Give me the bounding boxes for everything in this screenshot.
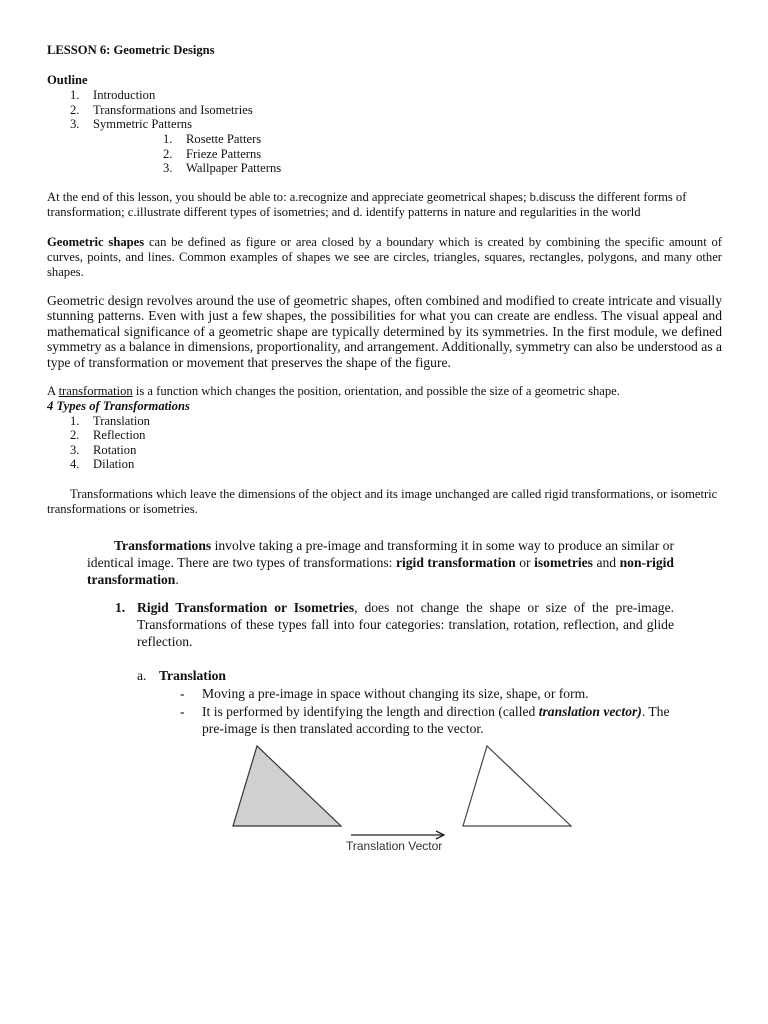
outline-num: 3. [70, 117, 80, 131]
non-rigid-term: non-rigid transformation [87, 555, 674, 587]
geometric-shapes-text: can be defined as figure or area closed by a boundary which is created by combining the specific amount of curves, points, and lines. Common examples of shapes we see are circles, triangles, squares, rectangles, polygons, and many other shapes. [47, 235, 723, 279]
outline-subnum: 2. [163, 147, 173, 161]
geometric-shapes-term: Geometric shapes [47, 235, 145, 249]
outline-subnum: 3. [163, 161, 173, 175]
outline-subitem: Rosette Patters [186, 132, 262, 146]
transformation-post: is a function which changes the position, orientation, and possible the size of a geometric shape. [132, 384, 620, 398]
translation-bullet-2 [202, 703, 682, 737]
objectives-paragraph: At the end of this lesson, you should be able to: a.recognize and appreciate geometrical shapes; b.discuss the different forms of transformation; c.illustrate different types of isometries; and d. identify patterns in nature and regularities in the world [47, 190, 687, 219]
outline-item: Introduction [93, 88, 156, 102]
translation-vector-label: Translation Vector [346, 839, 443, 853]
rigid-item-term: Rigid Transformation or Isometries [137, 600, 355, 615]
translation-vector-term: translation vector) [538, 704, 642, 719]
types-num: 4. [70, 457, 80, 471]
rigid-item-paragraph [137, 599, 674, 650]
isometries-term: isometries [534, 555, 593, 570]
types-num: 1. [70, 414, 80, 428]
bullet2-post: . The pre-image is then translated according to the vector. [202, 704, 670, 736]
bullet-dash: - [180, 704, 185, 719]
outline-num: 2. [70, 103, 80, 117]
types-item: Rotation [93, 443, 137, 457]
image-triangle [463, 746, 571, 826]
box-intro-text: involve taking a pre-image and transforming it in some way to produce an similar or identical image. There are two types of transformations: [87, 538, 674, 570]
outline-item: Symmetric Patterns [93, 117, 192, 131]
transformation-definition [47, 384, 722, 399]
outline-subnum: 1. [163, 132, 173, 146]
outline-heading: Outline [47, 73, 88, 87]
and-text: and [592, 555, 620, 570]
types-num: 2. [70, 428, 80, 442]
outline-subitem: Wallpaper Patterns [186, 161, 282, 175]
transformation-pre: A [47, 384, 59, 398]
bullet2-pre: It is performed by identifying the length and direction (called [202, 704, 539, 719]
period-text: . [175, 572, 179, 587]
types-item: Translation [93, 414, 150, 428]
or-text: or [515, 555, 535, 570]
pre-image-triangle [233, 746, 341, 826]
translation-bullet-1: Moving a pre-image in space without changing its size, shape, or form. [202, 686, 589, 701]
geometric-design-paragraph: Geometric design revolves around the use of geometric shapes, often combined and modified to create intricate and visually stunning patterns. Even with just a few shapes, the possibilities for what you can create are endless. The visual appeal and mathematical significance of a geometric shape are typically determined by its symmetries. In the first module, we defined symmetry as a balance in dimensions, proportionality, and arrangement. Additionally, symmetry can also be understood as a type of transformation or movement that preserves the shape of the figure. [47, 293, 722, 370]
types-heading: 4 Types of Transformations [47, 399, 190, 413]
rigid-item-number: 1. [115, 600, 126, 615]
rigid-note-paragraph: Transformations which leave the dimensions of the object and its image unchanged are called rigid transformations, or isometric transformations or isometries. [47, 487, 718, 516]
sub-a-title: Translation [159, 668, 226, 683]
rigid-item-text: , does not change the shape or size of the pre-image. Transformations of these types fall into four categories: translation, rotation, reflection, and glide reflection. [137, 600, 674, 649]
bullet-dash: - [180, 686, 185, 701]
outline-subitem: Frieze Patterns [186, 147, 262, 161]
box-intro-paragraph [87, 537, 674, 588]
geometric-shapes-paragraph [47, 235, 722, 280]
outline-item: Transformations and Isometries [93, 103, 253, 117]
rigid-transformation-term: rigid transformation [395, 555, 516, 570]
types-item: Dilation [93, 457, 135, 471]
outline-num: 1. [70, 88, 80, 102]
sub-a-letter: a. [137, 668, 147, 683]
box-intro-term: Transformations [114, 538, 212, 553]
types-item: Reflection [93, 428, 146, 442]
transformation-term: transformation [58, 384, 133, 398]
types-num: 3. [70, 443, 80, 457]
page-title: LESSON 6: Geometric Designs [47, 43, 215, 57]
